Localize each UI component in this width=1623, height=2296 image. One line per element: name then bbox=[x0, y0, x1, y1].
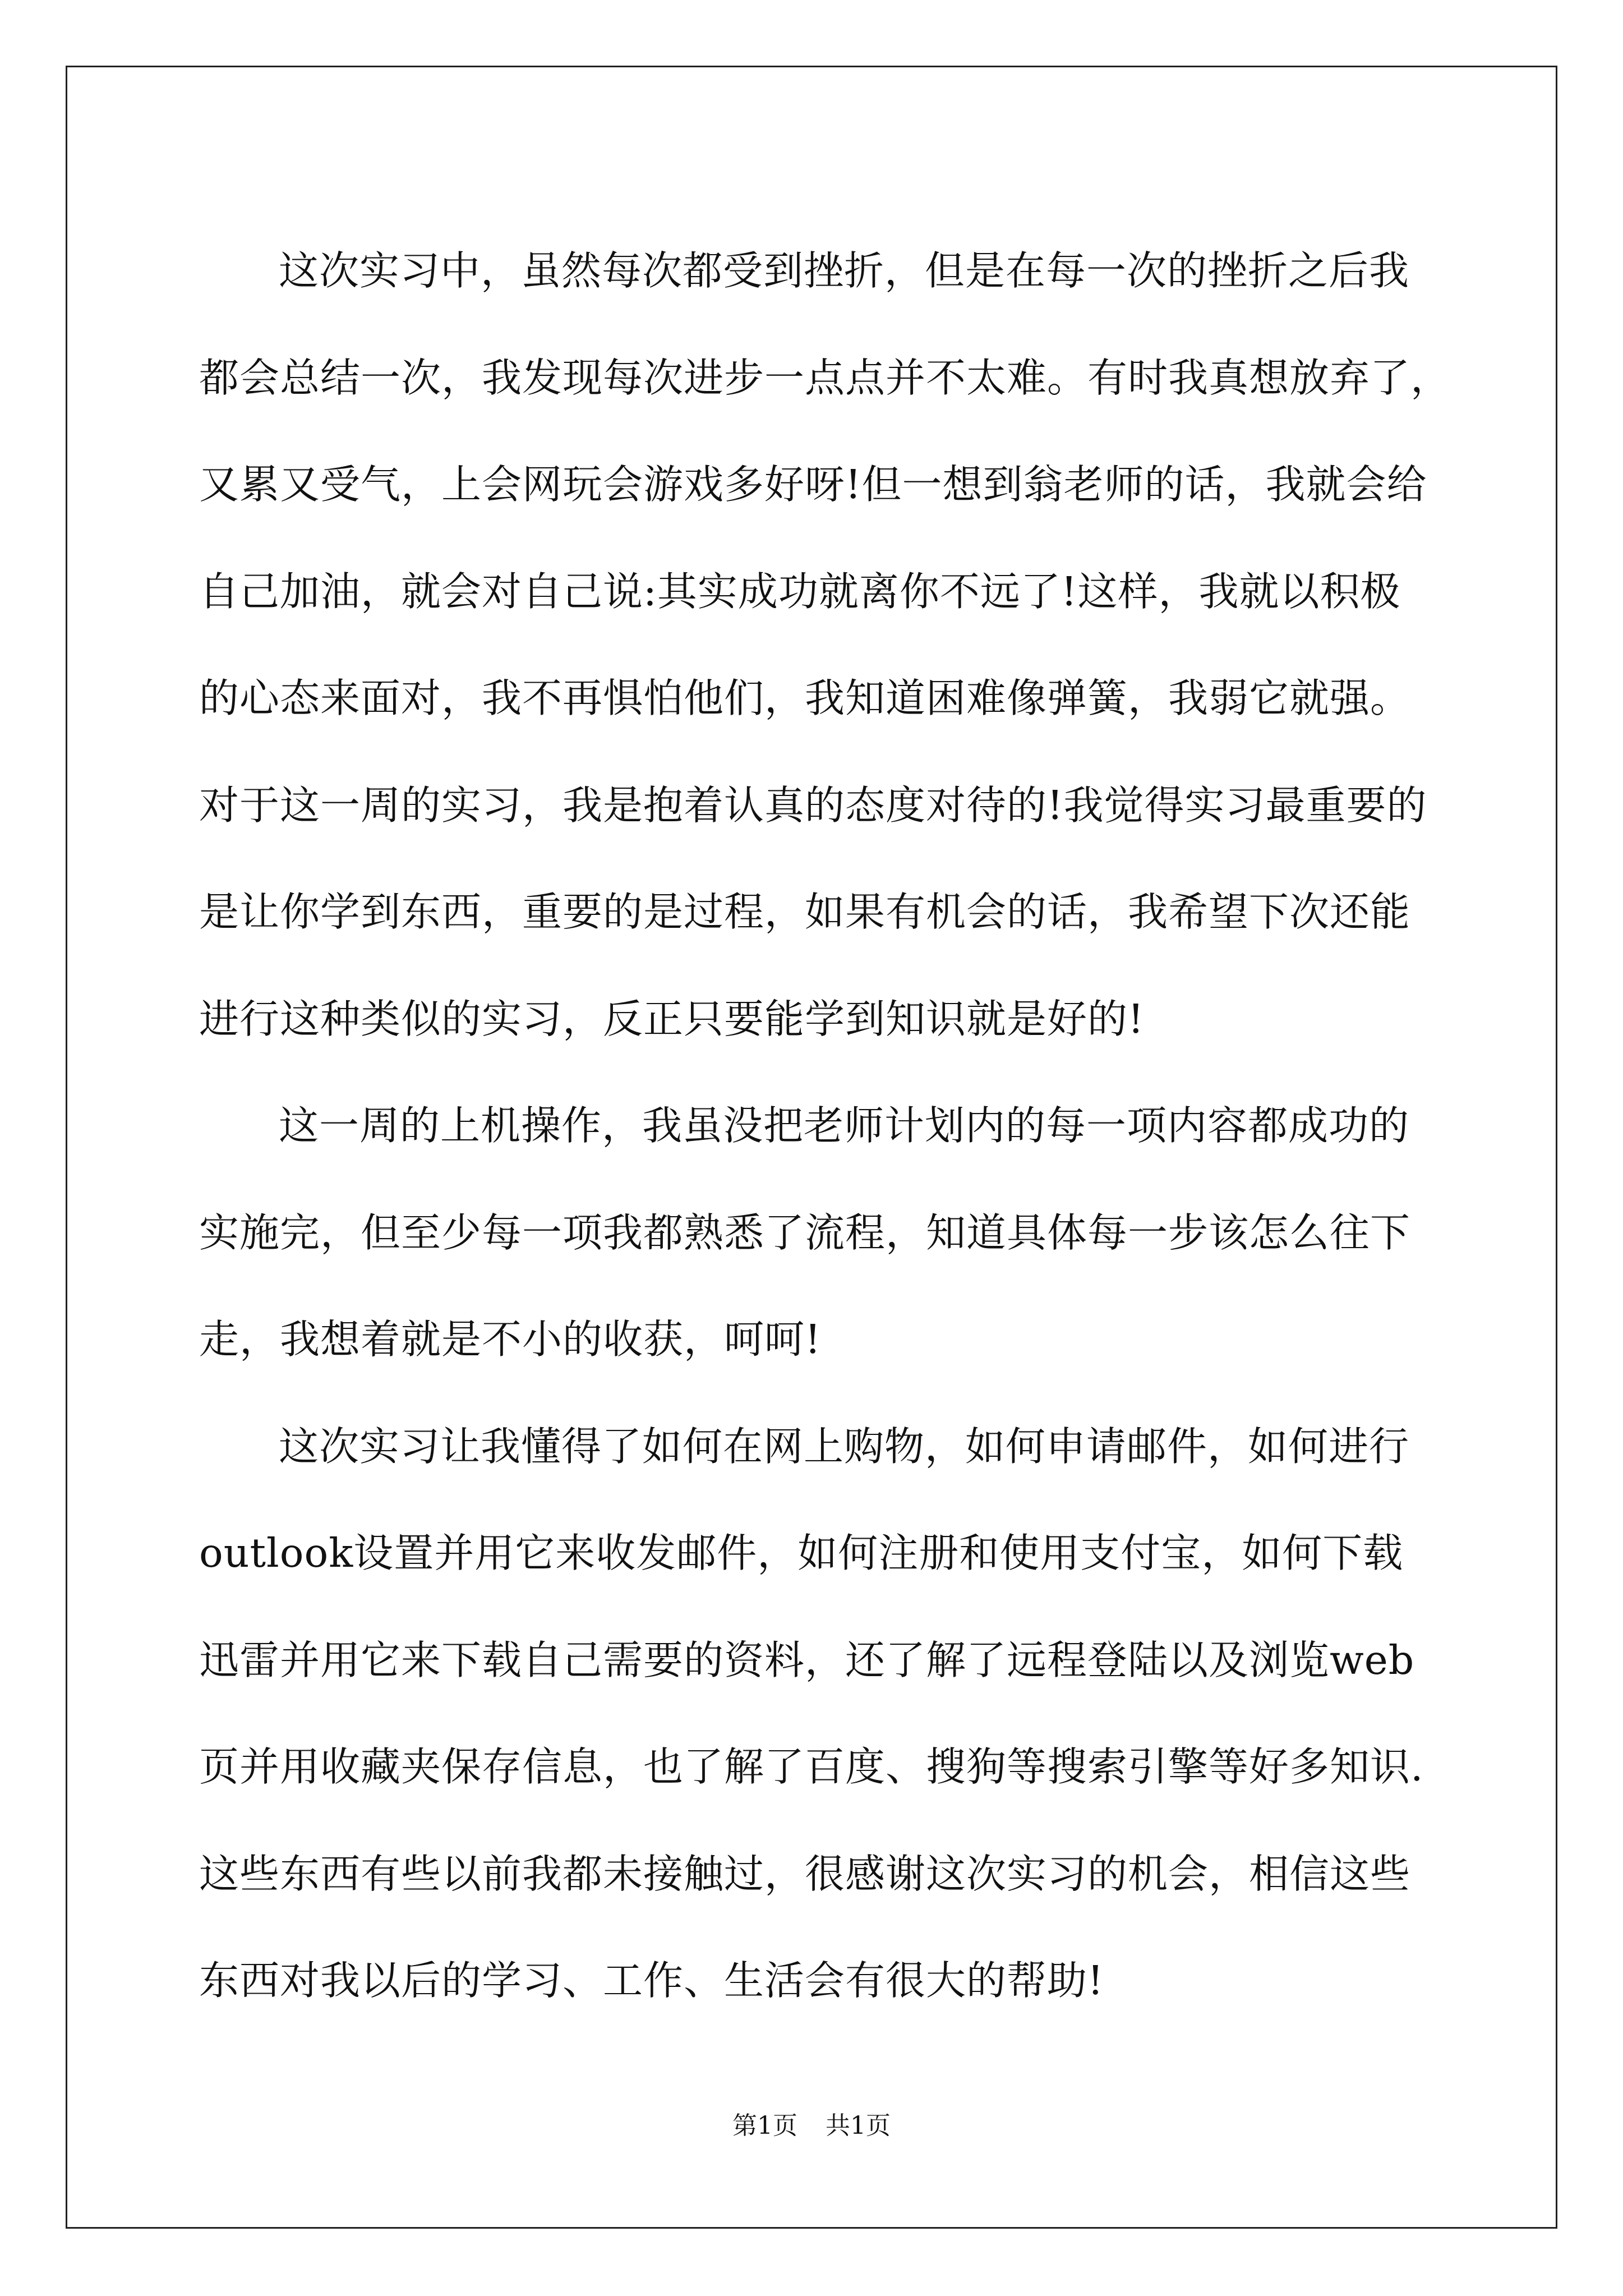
paragraph-line: 进行这种类似的实习，反正只要能学到知识就是好的! bbox=[199, 995, 1145, 1042]
paragraph-line: 迅雷并用它来下载自己需要的资料，还了解了远程登陆以及浏览web bbox=[199, 1636, 1415, 1683]
paragraph-line: 这些东西有些以前我都未接触过，很感谢这次实习的机会，相信这些 bbox=[199, 1850, 1411, 1897]
paragraph-line: 走，我想着就是不小的收获，呵呵! bbox=[199, 1316, 822, 1363]
paragraph-line: 东西对我以后的学习、工作、生活会有很大的帮助! bbox=[199, 1957, 1104, 2004]
paragraph-line: 这次实习让我懂得了如何在网上购物，如何申请邮件，如何进行 bbox=[279, 1423, 1410, 1470]
paragraph-line: 页并用收藏夹保存信息，也了解了百度、搜狗等搜索引擎等好多知识. bbox=[199, 1743, 1424, 1790]
paragraph-line: 这次实习中，虽然每次都受到挫折，但是在每一次的挫折之后我 bbox=[279, 247, 1410, 294]
paragraph-line: 的心态来面对，我不再惧怕他们，我知道困难像弹簧，我弱它就强。 bbox=[199, 675, 1411, 721]
paragraph-line: 都会总结一次，我发现每次进步一点点并不太难。有时我真想放弃了， bbox=[199, 354, 1451, 401]
page-total: 共1页 bbox=[826, 2111, 891, 2140]
page-number: 第1页 bbox=[732, 2111, 797, 2140]
paragraph-line: 自己加油，就会对自己说:其实成功就离你不远了!这样，我就以积极 bbox=[199, 568, 1401, 615]
page-footer bbox=[0, 2109, 1623, 2143]
paragraph-line: 实施完，但至少每一项我都熟悉了流程，知道具体每一步该怎么往下 bbox=[199, 1209, 1411, 1256]
document-body bbox=[199, 218, 1451, 2035]
paragraph-line: outlook设置并用它来收发邮件，如何注册和使用支付宝，如何下载 bbox=[199, 1530, 1404, 1576]
paragraph-line: 是让你学到东西，重要的是过程，如果有机会的话，我希望下次还能 bbox=[199, 889, 1411, 935]
paragraph-line: 又累又受气，上会网玩会游戏多好呀!但一想到翁老师的话，我就会给 bbox=[199, 461, 1427, 508]
paragraph-line: 对于这一周的实习，我是抱着认真的态度对待的!我觉得实习最重要的 bbox=[199, 781, 1427, 829]
paragraph-line: 这一周的上机操作，我虽没把老师计划内的每一项内容都成功的 bbox=[279, 1102, 1410, 1149]
